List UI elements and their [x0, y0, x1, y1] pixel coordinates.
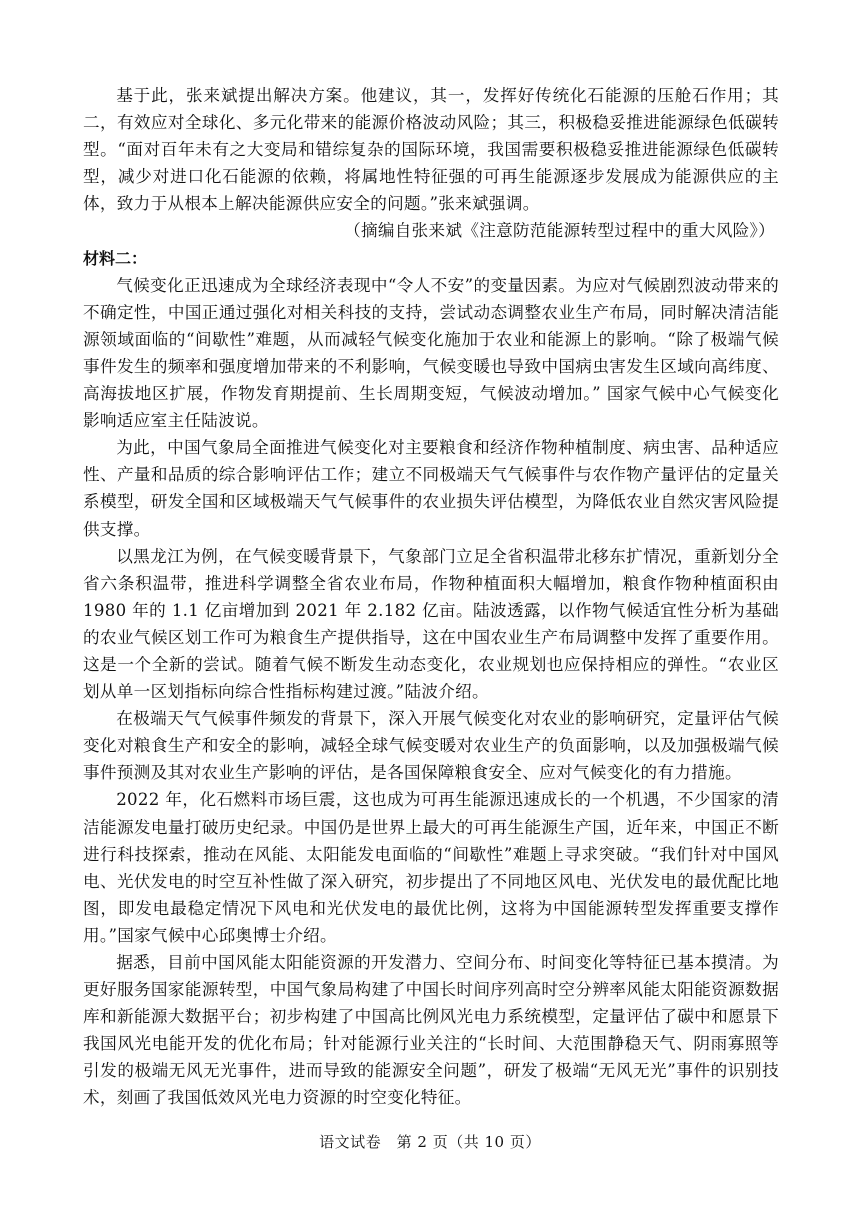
source-citation: （摘编自张来斌《注意防范能源转型过程中的重大风险》） [344, 221, 775, 241]
paragraph-heilongjiang-example: 以黑龙江为例，在气候变暖背景下，气象部门立足全省积温带北移东扩情况，重新划分全省六条积温带，推进科学调整全省农业布局，作物种植面积大幅增加，粮食作物种植面积由 1980 年的 1.1 亿亩增加到 2021 年 2.182 亿亩。陆波透露，以作物气候适宜性分析为基础的农业气候区划工作可为粮食生产提供指导，这在中国农业生产布局调整中发挥了重要作用。这是一个全新的尝试。随着气候不断发生动态变化，农业规划也应保持相应的弹性。“农业区划从单一区划指标向综合性指标构建过渡。”陆波介绍。 [83, 546, 779, 702]
page-footer: 语文试卷 第 2 页（共 10 页） [319, 1133, 541, 1151]
paragraph-wind-solar-resources: 据悉，目前中国风能太阳能资源的开发潜力、空间分布、时间变化等特征已基本摸清。为更好服务国家能源转型，中国气象局构建了中国长时间序列高时空分辨率风能太阳能资源数据库和新能源大数据平台；初步构建了中国高比例风光电力系统模型，定量评估了碳中和愿景下我国风光电能开发的优化布局；针对能源行业关注的“长时间、大范围静稳天气、阴雨寡照等引发的极端无风无光事件，进而导致的能源安全问题”，研发了极端“无风无光”事件的识别技术，刻画了我国低效风光电力资源的时空变化特征。 [83, 953, 779, 1108]
paragraph-meteorology-assessment: 为此，中国气象局全面推进气候变化对主要粮食和经济作物种植制度、病虫害、品种适应性、产量和品质的综合影响评估工作；建立不同极端天气气候事件与农作物产量评估的定量关系模型，研发全国和区域极端天气气候事件的农业损失评估模型，为降低农业自然灾害风险提供支撑。 [83, 438, 779, 539]
page-content [83, 82, 779, 1112]
paragraph-solution: 基于此，张来斌提出解决方案。他建议，其一，发挥好传统化石能源的压舱石作用；其二，有效应对全球化、多元化带来的能源价格波动风险；其三，积极稳妥推进能源绿色低碳转型。“面对百年未有之大变局和错综复杂的国际环境，我国需要积极稳妥推进能源绿色低碳转型，减少对进口化石能源的依赖，将属地性特征强的可再生能源逐步发展成为能源供应的主体，致力于从根本上解决能源供应安全的问题。”张来斌强调。 [83, 86, 779, 214]
section-heading-material-two: 材料二： [83, 248, 148, 268]
paragraph-extreme-weather: 在极端天气气候事件频发的背景下，深入开展气候变化对农业的影响研究，定量评估气候变化对粮食生产和安全的影响，减轻全球气候变暖对农业生产的负面影响，以及加强极端气候事件预测及其对农业生产影响的评估，是各国保障粮食安全、应对气候变化的有力措施。 [83, 709, 779, 783]
paragraph-climate-variable: 气候变化正迅速成为全球经济表现中“令人不安”的变量因素。为应对气候剧烈波动带来的不确定性，中国正通过强化对相关科技的支持，尝试动态调整农业生产布局，同时解决清洁能源领域面临的“间歇性”难题，从而减轻气候变化施加于农业和能源上的影响。“除了极端气候事件发生的频率和强度增加带来的不利影响，气候变暖也导致中国病虫害发生区域向高纬度、高海拔地区扩展，作物发育期提前、生长周期变短，气候波动增加。” 国家气候中心气候变化影响适应室主任陆波说。 [83, 275, 779, 431]
paragraph-renewable-energy: 2022 年，化石燃料市场巨震，这也成为可再生能源迅速成长的一个机遇，不少国家的清洁能源发电量打破历史纪录。中国仍是世界上最大的可再生能源生产国，近年来，中国正不断进行科技探索，推动在风能、太阳能发电面临的“间歇性”难题上寻求突破。“我们针对中国风电、光伏发电的时空互补性做了深入研究，初步提出了不同地区风电、光伏发电的最优配比地图，即发电最稳定情况下风电和光伏发电的最优比例，这将为中国能源转型发挥重要支撑作用。”国家气候中心邱奥博士介绍。 [83, 790, 779, 945]
